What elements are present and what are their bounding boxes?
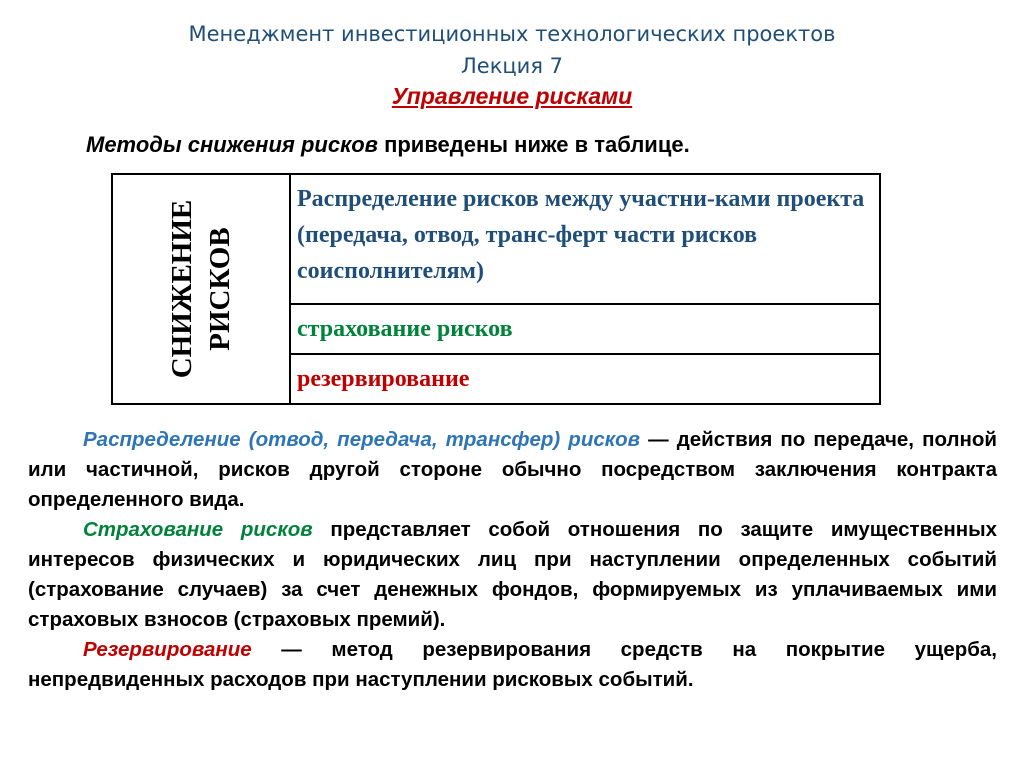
- lecture-number: Лекция 7: [460, 54, 563, 78]
- table-cell-reserving: резервирование: [297, 366, 470, 392]
- intro-sentence: [86, 130, 946, 160]
- side-label: [163, 200, 239, 379]
- lecture-header: [0, 18, 1024, 82]
- side-label-line2: РИСКОВ: [204, 227, 236, 351]
- table-row: [290, 354, 880, 404]
- table-row: [290, 174, 880, 304]
- paragraph-distribution: [28, 425, 997, 515]
- definition-reserving: — метод резервирования средств на покрытие ущерба, непредвиденных расходов при наступлении рисковых событий.: [28, 638, 997, 691]
- intro-rest: приведены ниже в таблице.: [377, 132, 690, 157]
- table-cell-distribution: Распределение рисков между участни-ками проекта (передача, отвод, транс-ферт части рисков соисполнителям): [297, 186, 865, 284]
- definitions-text: [28, 425, 997, 695]
- table-row: [290, 304, 880, 354]
- intro-italic: Методы снижения рисков: [86, 132, 378, 157]
- side-label-line1: СНИЖЕНИЕ: [166, 199, 198, 379]
- paragraph-insurance: [28, 515, 997, 635]
- paragraph-reserving: [28, 635, 997, 695]
- slide-title: Управление рисками: [391, 83, 633, 109]
- term-reserving: Резервирование: [83, 638, 252, 661]
- table-cell-insurance: страхование рисков: [297, 316, 513, 342]
- definition-distribution: — действия по передаче, полной или частичной, рисков другой стороне обычно посредством заключения контракта определенного вида.: [28, 428, 997, 511]
- term-distribution: Распределение (отвод, передача, трансфер) рисков: [83, 428, 641, 451]
- risk-methods-table: [111, 173, 881, 405]
- definition-insurance: представляет собой отношения по защите имущественных интересов физических и юридических лиц при наступлении определенных событий (страхование случаев) за счет денежных фондов, формируемых из уплачиваемых ими страховых взносов (страховых премий).: [28, 518, 997, 631]
- term-insurance: Страхование рисков: [83, 518, 313, 541]
- side-label-cell: [112, 174, 290, 404]
- course-title: Менеджмент инвестиционных технологических проектов: [188, 22, 836, 46]
